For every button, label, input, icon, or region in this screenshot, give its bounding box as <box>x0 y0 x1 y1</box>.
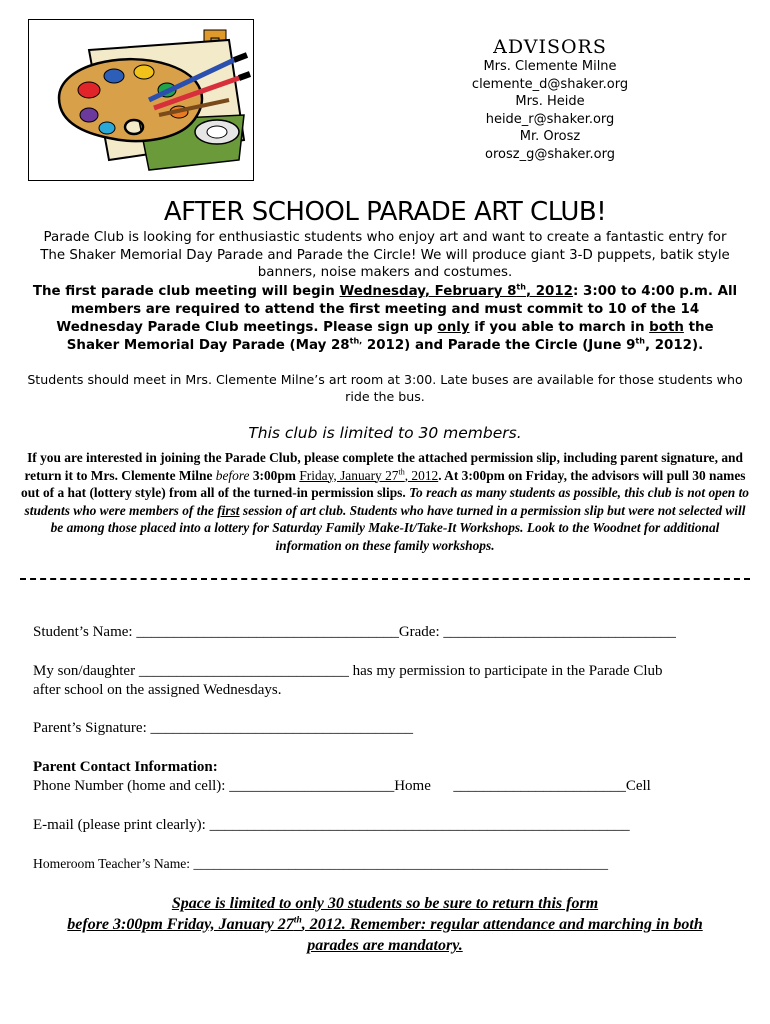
meeting-text: : 3:00 to 4:00 p.m. All members are required to attend the first meeting and must commit to 10 of the 14 Wednesday Parade Club meetings. Please sign up <box>56 284 738 335</box>
deadline-date: Friday, January 27 <box>299 467 399 483</box>
contact-heading: Parent Contact Information: <box>33 759 218 775</box>
before-word: before <box>215 467 250 483</box>
advisor-email: clemente_d@shaker.org <box>471 76 629 92</box>
interest-italic: To reach as many students as possible, this club is not open to students who were members of the <box>24 485 749 518</box>
intro-paragraph: Parade Club is looking for enthusiastic students who enjoy art and want to create a fantastic entry for The Shaker Memorial Day Parade and Parade the Circle! We will produce giant 3-D puppets, batik style banners, noise makers and costumes. <box>40 230 730 280</box>
advisors-heading: ADVISORS <box>493 36 607 58</box>
advisor-name: Mrs. Clemente Milne <box>483 59 617 74</box>
interest-text: If you are interested in joining the Parade Club, please complete the attached permission slip, including parent signature, and return it to Mrs. Clemente Milne <box>24 450 743 483</box>
first-word: first <box>217 502 240 518</box>
homeroom-line[interactable]: Homeroom Teacher’s Name: _____________________________________________________________ <box>33 856 609 871</box>
meeting-date: Wednesday, February 8 <box>339 284 517 299</box>
advisor-name: Mr. Orosz <box>519 129 581 144</box>
deadline-suffix: th <box>398 467 405 477</box>
deadline-year: , 2012 <box>404 467 439 483</box>
june-suffix: th <box>635 336 645 346</box>
son-daughter-line-2: after school on the assigned Wednesdays. <box>33 682 282 698</box>
advisor-email: heide_r@shaker.org <box>485 111 615 127</box>
footer-line: parades are mandatory. <box>307 937 463 954</box>
meeting-text: if you able to march in <box>469 320 650 335</box>
meeting-text: the Shaker Memorial Day Parade (May 28 <box>66 320 714 353</box>
footer-line: , 2012. Remember: regular attendance and marching in both <box>301 916 703 933</box>
son-daughter-line[interactable]: My son/daughter ____________________________ has my permission to participate in the Parade Club <box>33 663 663 679</box>
meeting-date-year: , 2012 <box>525 284 573 299</box>
meeting-date-suffix: th <box>516 282 526 292</box>
meeting-text: , 2012). <box>644 338 704 353</box>
interest-text: 3:00pm <box>249 467 300 483</box>
email-line[interactable]: E-mail (please print clearly): ________________________________________________________ <box>33 817 630 833</box>
footer-line: before 3:00pm Friday, January 27 <box>67 916 294 933</box>
page-title: AFTER SCHOOL PARADE ART CLUB! <box>163 197 607 227</box>
footer-notice <box>20 893 750 956</box>
may-suffix: th, <box>349 336 363 346</box>
phone-line[interactable]: Phone Number (home and cell): ______________________Home _______________________Cell <box>33 778 651 794</box>
students-note: Students should meet in Mrs. Clemente Milne’s art room at 3:00. Late buses are available for those students who ride the bus. <box>27 372 743 404</box>
meeting-text: The first parade club meeting will begin <box>32 284 340 299</box>
emphasis-only: only <box>437 320 470 335</box>
footer-line: Space is limited to only 30 students so be sure to return this form <box>171 895 599 912</box>
interest-italic: session of art club. Students who have turned in a permission slip but were not selected will be among those placed into a lottery for Saturday Family Make-It/Take-It Workshops. Look to the Woodnet for additional information on these family workshops. <box>50 502 746 553</box>
clipart-frame <box>28 19 254 181</box>
parent-signature-line[interactable]: Parent’s Signature: ___________________________________ <box>33 720 413 736</box>
footer-suffix: th <box>293 914 302 926</box>
limited-notice: This club is limited to 30 members. <box>248 424 522 442</box>
advisor-name: Mrs. Heide <box>515 94 585 109</box>
student-name-line[interactable]: Student’s Name: ___________________________________Grade: _______________________________ <box>33 624 676 640</box>
painter-palette-icon <box>29 20 252 179</box>
emphasis-both: both <box>649 320 684 335</box>
interest-paragraph <box>20 449 750 554</box>
meeting-text: 2012) and Parade the Circle (June 9 <box>362 338 636 353</box>
meeting-paragraph <box>32 283 738 355</box>
interest-text: . At 3:00pm on Friday, the advisors will pull 30 names out of a hat (lottery style) from all of the turned-in permission slips. <box>21 467 746 500</box>
advisor-email: orosz_g@shaker.org <box>485 146 615 162</box>
cut-line <box>20 578 750 580</box>
